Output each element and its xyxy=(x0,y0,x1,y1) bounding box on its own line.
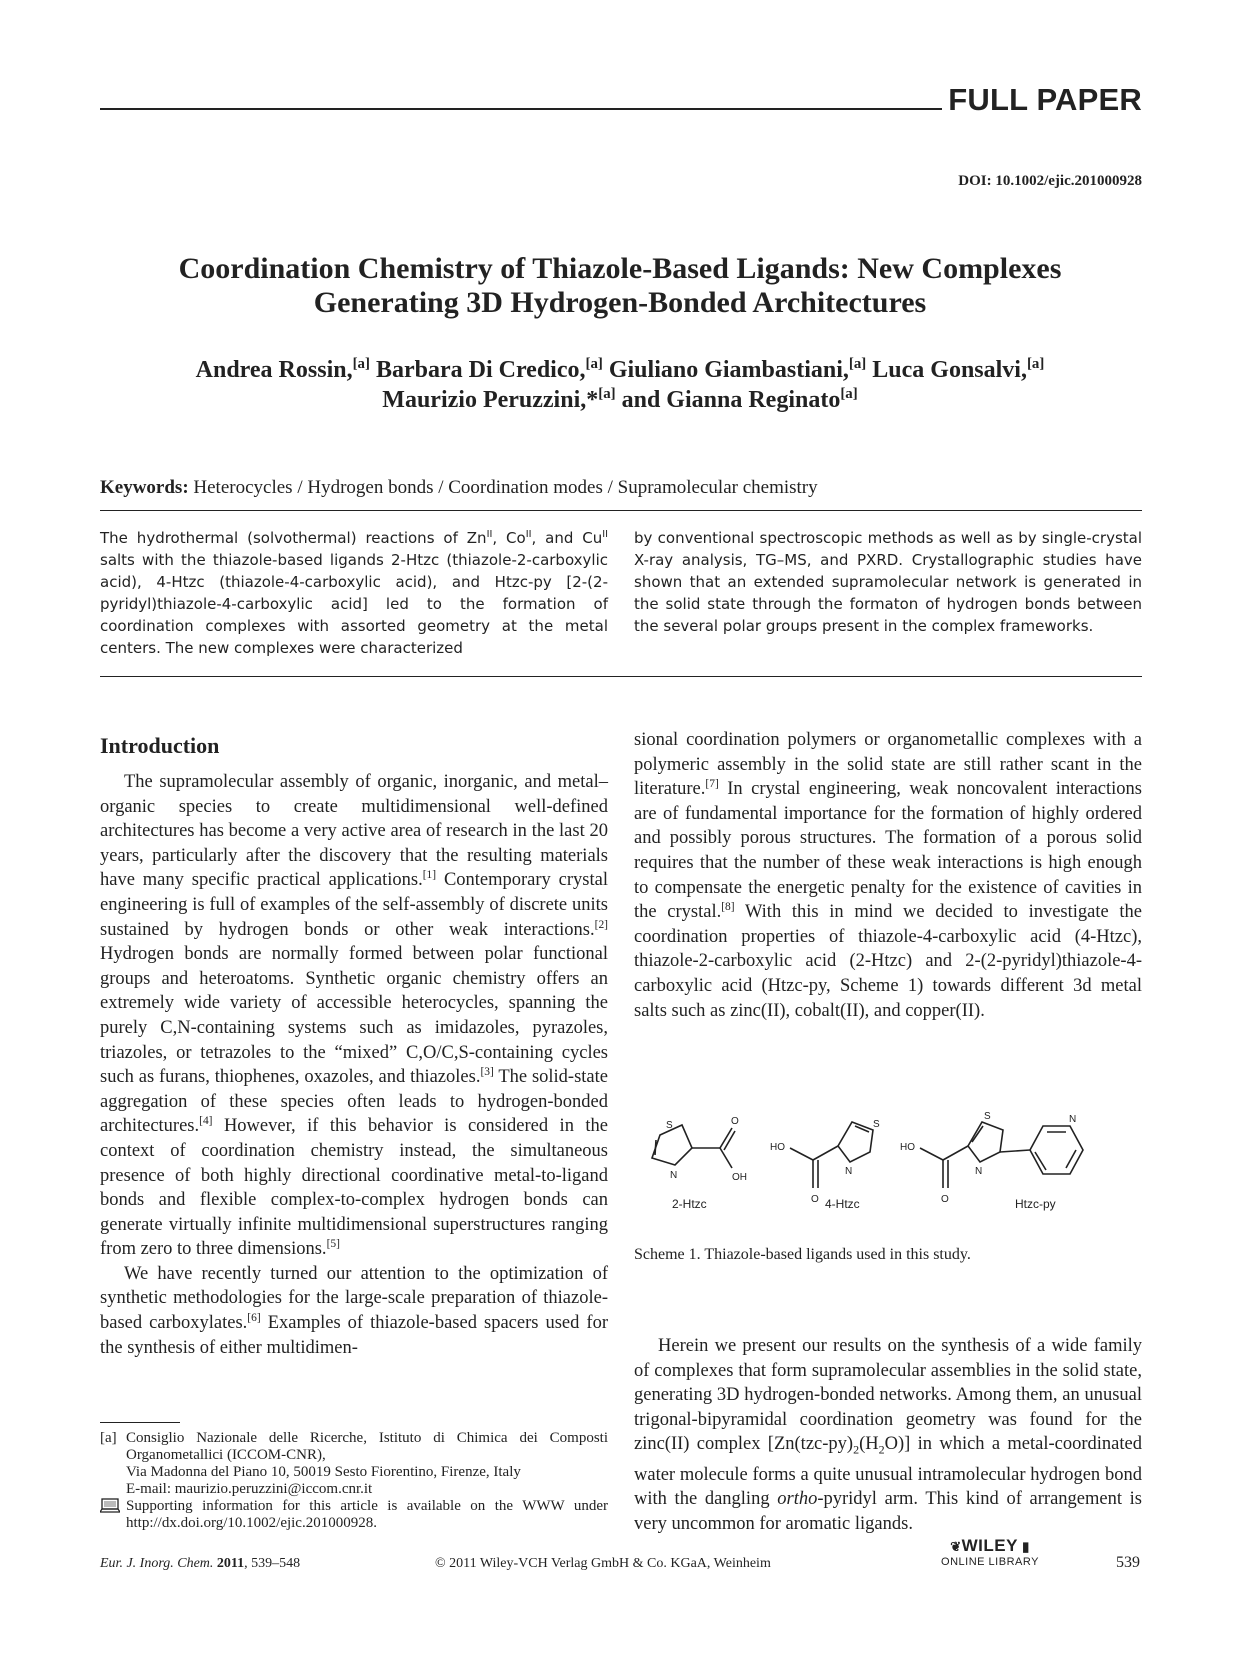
author-list: Andrea Rossin,[a] Barbara Di Credico,[a] Giuliano Giambastiani,[a] Luca Gonsalvi,[a] Maurizio Peruzzini,*[a] and Gianna Reginato[a] xyxy=(195,356,1045,413)
computer-icon xyxy=(100,1498,126,1532)
atom-label: N xyxy=(1069,1114,1077,1125)
compound-label: Htzc-py xyxy=(1015,1197,1056,1211)
journal-citation: Eur. J. Inorg. Chem. 2011, 539–548 xyxy=(100,1556,301,1571)
doi: DOI: 10.1002/ejic.201000928 xyxy=(958,173,1142,189)
atom-label: HO xyxy=(770,1142,785,1153)
intro-col2: sional coordination polymers or organometallic complexes with a polymeric assembly in the solid state are still rather scant in the literature.[7] In crystal engineering, weak noncovalent interactions are of fundamental importance for the formation of highly ordered and possibly porous structures. The formation of a porous solid requires that the number of these weak interactions is high enough to compensate the energetic penalty for the existence of cavities in the crystal.[8] With this in mind we decided to investigate the coordination properties of thiazole-4-carboxylic acid (4-Htzc), thiazole-2-carboxylic acid (2-Htzc) and 2-(2-pyridyl)thiazole-4-carboxylic acid (Htzc-py, Scheme 1) towards different 3d metal salts such as zinc(II), cobalt(II), and copper(II). xyxy=(634,730,1142,1021)
copyright: © 2011 Wiley-VCH Verlag GmbH & Co. KGaA, Weinheim xyxy=(435,1556,771,1571)
footnote-rule xyxy=(100,1422,180,1423)
scheme-1-structures xyxy=(640,1110,1120,1220)
author: Luca Gonsalvi, xyxy=(872,357,1027,383)
keywords-rule xyxy=(100,510,1142,511)
atom-label: O xyxy=(811,1194,819,1205)
intro-col2-continued: Herein we present our results on the synthesis of a wide family of complexes that form supramolecular assemblies in the solid state, generating 3D hydrogen-bonded networks. Among them, an unusual trigonal-bipyramidal coordination geometry was found for the zinc(II) complex $[Zn(tzc-py)_2(H_2O)]$ in which a metal-coordinated water molecule forms a quite unusual intramolecular hydrogen bond with the dangling ortho-pyridyl arm. This kind of arrangement is very uncommon for aromatic ligands. xyxy=(634,1336,1142,1534)
book-icon: ❦ xyxy=(950,1539,962,1554)
atom-label: O xyxy=(731,1116,739,1127)
scheme-caption: Scheme 1. Thiazole-based ligands used in this study. xyxy=(634,1246,971,1263)
atom-label: N xyxy=(670,1170,678,1181)
atom-label: HO xyxy=(900,1142,915,1153)
intro-col1: The supramolecular assembly of organic, inorganic, and metal–organic species to create multidimensional well-defined architectures has become a very active area of research in the last 20 years, particularly after the discovery that the resulting materials have many specific practical applications.[1] Contemporary crystal engineering is full of examples of the self-assembly of discrete units sustained by hydrogen bonds or other weak interactions.[2] Hydrogen bonds are normally formed between polar functional groups and heteroatoms. Synthetic organic chemistry offers an extremely wide variety of accessible heterocycles, spanning the purely C,N-containing systems such as imidazoles, pyrazoles, triazoles, or tetrazoles to the “mixed” C,O/C,S-containing cycles such as furans, thiophenes, oxazoles, and thiazoles.[3] The solid-state aggregation of these species often leads to hydrogen-bonded architectures.[4] However, if this behavior is considered in the context of coordination chemistry instead, the simultaneous presence of both highly directional coordinative metal-to-ligand bonds and flexible complex-to-complex hydrogen bonds can generate virtually infinite multidimensional superstructures ranging from zero to three dimensions.[5] We have recently turned our attention to the optimization of synthetic methodologies for the large-scale preparation of thiazole-based carboxylates.[6] Examples of thiazole-based spacers used for the synthesis of either multidimen- xyxy=(100,772,609,1358)
wiley-logo: ❦WILEY ▮ ONLINE LIBRARY xyxy=(941,1536,1039,1568)
affiliation-footnote: [a] Consiglio Nazionale delle Ricerche, Istituto di Chimica dei Composti Organometallici (ICCOM-CNR), Via Madonna del Piano 10, 50019 Sesto Fiorentino, Firenze, Italy E-mail: maurizio.peruzzini@iccom.cnr.it Supporting information for this article is available on the WWW under http://dx.doi.org/10.1002/ejic.201000928. xyxy=(100,1430,608,1531)
page-number: 539 xyxy=(1116,1554,1140,1571)
atom-label: N xyxy=(975,1166,983,1177)
section-heading: Introduction xyxy=(100,733,220,758)
atom-label: OH xyxy=(732,1172,747,1183)
atom-label: S xyxy=(873,1119,880,1130)
atom-label: N xyxy=(845,1166,853,1177)
compound-label: 4-Htzc xyxy=(825,1197,860,1211)
header-rule xyxy=(100,108,942,110)
section-label: FULL PAPER xyxy=(948,82,1142,117)
author: and Gianna Reginato xyxy=(621,387,841,413)
author: Andrea Rossin, xyxy=(195,357,353,383)
author: Barbara Di Credico, xyxy=(375,357,586,383)
compound-label: 2-Htzc xyxy=(672,1197,707,1211)
atom-label: O xyxy=(941,1194,949,1205)
article-title: Coordination Chemistry of Thiazole-Based Ligands: New Complexes Generating 3D Hydrogen-Bonded Architectures xyxy=(178,252,1062,319)
book-icon: ▮ xyxy=(1017,1539,1030,1554)
abstract-col1: The hydrothermal (solvothermal) reactions of $Zn^{II}$, $Co^{II}$, and $Cu^{II}$ salts with the thiazole-based ligands 2-Htzc (thiazole-2-carboxylic acid), 4-Htzc (thiazole-4-carboxylic acid), and Htzc-py [2-(2-pyridyl)thiazole-4-carboxylic acid] led to the formation of coordination complexes with assorted geometry at the metal centers. The new complexes were characterized xyxy=(100,529,609,657)
author: Maurizio Peruzzini,* xyxy=(382,387,599,413)
keywords: Keywords: Heterocycles / Hydrogen bonds / Coordination modes / Supramolecular chemistry xyxy=(100,477,818,498)
atom-label: S xyxy=(984,1111,991,1122)
abstract-rule xyxy=(100,676,1142,677)
abstract-col2: by conventional spectroscopic methods as well as by single-crystal X-ray analysis, TG–MS, and PXRD. Crystallographic studies have shown that an extended supramolecular network is generated in the solid state through the formaton of hydrogen bonds between the several polar groups present in the complex frameworks. xyxy=(634,529,1142,635)
atom-label: S xyxy=(666,1120,673,1131)
author: Giuliano Giambastiani, xyxy=(608,357,849,383)
